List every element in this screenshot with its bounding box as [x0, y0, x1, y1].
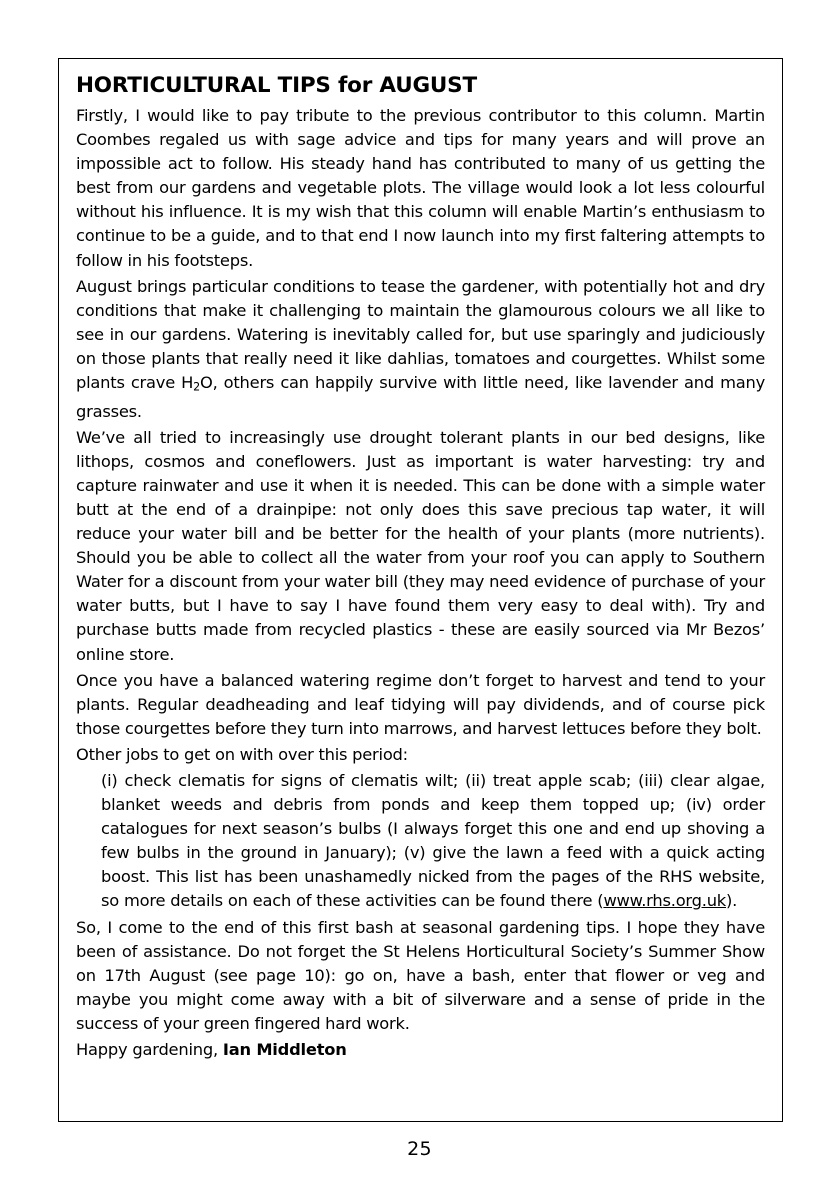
- paragraph-drought-tolerant-plants: We’ve all tried to increasingly use drought tolerant plants in our bed designs, like lithops, cosmos and coneflowers. Just as important is water harvesting: try and capture rainwater and use it when it is needed. This can be done with a simple water butt at the end of a drainpipe: not only does this save precious tap water, it will reduce your water bill and be better for the health of your plants (more nutrients). Should you be able to collect all the water from your roof you can apply to Southern Water for a discount from your water bill (they may need evidence of purchase of your water butts, but I have to say I have found them very easy to deal with). Try and purchase butts made from recycled plastics - these are easily sourced via Mr Bezos’ online store.: [76, 427, 765, 664]
- page-title: HORTICULTURAL TIPS for AUGUST: [76, 73, 477, 98]
- author-name: Ian Middleton: [222, 1040, 347, 1059]
- paragraph-closing: So, I come to the end of this first bash at seasonal gardening tips. I hope they have been of assistance. Do not forget the St Helens Horticultural Society’s Summer Show on 17th August (see page 10): go on, have a bash, enter that flower or veg and maybe you might come away with a bit of silverware and a sense of pride in the success of your green fingered hard work.: [76, 917, 765, 1033]
- paragraph-august-conditions: [76, 275, 765, 424]
- sign-off: [76, 1038, 765, 1062]
- jobs-list-text-before-link: (i) check clematis for signs of clematis wilt; (ii) treat apple scab; (iii) clear algae, blanket weeds and debris from ponds and keep them topped up; (iv) order catalogues for next season’s bulbs (I always forget this one and end up shoving a few bulbs in the ground in January); (v) give the lawn a feed with a quick acting boost. This list has been unashamedly nicked from the pages of the RHS website, so more details on each of these activities can be found there (: [101, 770, 765, 911]
- paragraph-harvesting: Once you have a balanced watering regime don’t forget to harvest and tend to your plants. Regular deadheading and leaf tidying will pay dividends, and of course pick those courgettes before they turn into marrows, and harvest lettuces before they bolt.: [76, 670, 765, 738]
- jobs-list-text-after-link: ).: [726, 891, 738, 911]
- page-number: 25: [407, 1138, 432, 1160]
- subscript-two: 2: [193, 380, 200, 394]
- rhs-website-link[interactable]: www.rhs.org.uk: [603, 891, 726, 911]
- sign-off-greeting: Happy gardening,: [76, 1040, 223, 1059]
- paragraph-intro: Firstly, I would like to pay tribute to the previous contributor to this column. Martin Coombes regaled us with sage advice and tips for many years and will prove an impossible act to follow. His steady hand has contributed to many of us getting the best from our gardens and vegetable plots. The village would look a lot less colourful without his influence. It is my wish that this column will enable Martin’s enthusiasm to continue to be a guide, and to that end I now launch into my first faltering attempts to follow in his footsteps.: [76, 106, 765, 270]
- jobs-list: [76, 769, 765, 914]
- article-frame: [58, 58, 783, 1122]
- paragraph-august-text-before: August brings particular conditions to tease the gardener, with potentially hot and dry conditions that make it challenging to maintain the glamourous colours we all like to see in our gardens. Watering is inevitably called for, but use sparingly and judiciously on those plants that really need it like dahlias, tomatoes and courgettes. Whilst some plants crave H: [76, 276, 765, 393]
- paragraph-august-text-after: O, others can happily survive with little need, like lavender and many grasses.: [76, 373, 765, 421]
- paragraph-other-jobs-heading: Other jobs to get on with over this period:: [76, 744, 408, 764]
